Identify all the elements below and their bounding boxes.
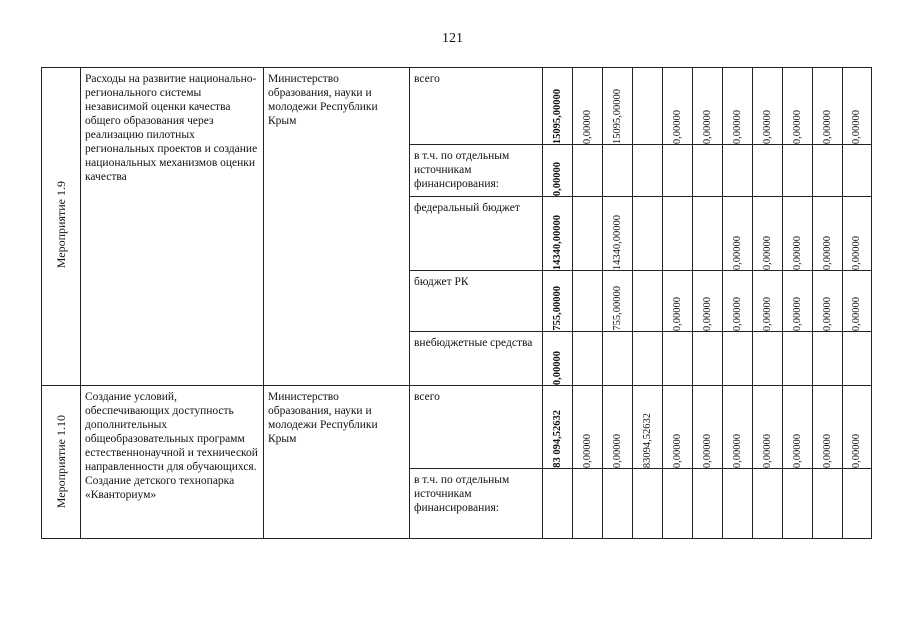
value-cell [813, 469, 843, 539]
event-cell [42, 68, 81, 386]
value-cell [603, 469, 633, 539]
value-cell [573, 145, 603, 197]
description-text: Расходы на развитие национально-регионального системы независимой оценки качества общего образования через реализацию пилотных региональных проектов и создание национальных механизмов оценки качества [85, 73, 258, 183]
value-text: 0,00000 [761, 109, 773, 144]
value-cell [633, 271, 663, 332]
source-label-cell [410, 332, 543, 386]
value-text: 0,00000 [731, 235, 743, 270]
value-text: 0,00000 [851, 235, 862, 270]
value-text: 755,00000 [551, 286, 563, 331]
value-cell [573, 271, 603, 332]
source-label-cell [410, 145, 543, 197]
value-cell [723, 145, 753, 197]
value-cell [633, 68, 663, 145]
value-cell [693, 68, 723, 145]
value-cell [603, 386, 633, 469]
value-text: 0,00000 [611, 433, 623, 468]
value-text: 0,00000 [731, 296, 743, 331]
executor-cell [264, 68, 410, 386]
value-cell [813, 68, 843, 145]
value-cell [633, 197, 663, 271]
value-cell [573, 332, 603, 386]
value-cell [843, 68, 872, 145]
value-cell [723, 271, 753, 332]
value-cell [843, 197, 872, 271]
executor-text: Министерство образования, науки и молодежи Республики Крым [268, 391, 378, 445]
description-cell [81, 68, 264, 386]
value-cell [843, 386, 872, 469]
value-cell [783, 386, 813, 469]
value-cell [783, 271, 813, 332]
value-cell [753, 469, 783, 539]
value-cell [753, 271, 783, 332]
value-text: 0,00000 [791, 433, 803, 468]
value-cell [843, 469, 872, 539]
value-text: 0,00000 [851, 296, 862, 331]
value-text: 15095,00000 [551, 88, 563, 144]
page-number: 121 [442, 31, 463, 46]
value-text: 0,00000 [761, 296, 773, 331]
value-cell [663, 332, 693, 386]
source-label: бюджет РК [414, 276, 469, 288]
value-cell [663, 469, 693, 539]
value-cell [663, 197, 693, 271]
source-label: всего [414, 73, 440, 85]
value-text: 0,00000 [851, 109, 862, 144]
value-text: 0,00000 [581, 433, 593, 468]
value-cell [843, 332, 872, 386]
value-text: 83094,52632 [641, 412, 653, 468]
source-label-cell [410, 197, 543, 271]
financing-table [41, 67, 872, 539]
event-label: Мероприятие 1.9 [54, 180, 68, 269]
value-text: 0,00000 [821, 235, 833, 270]
value-text: 0,00000 [761, 433, 773, 468]
value-text: 0,00000 [551, 161, 563, 196]
value-cell [663, 386, 693, 469]
source-label: в т.ч. по отдельным источникам финансирования: [414, 474, 510, 514]
value-cell [813, 197, 843, 271]
value-text: 0,00000 [761, 235, 773, 270]
value-cell [603, 145, 633, 197]
value-cell [543, 332, 573, 386]
source-label-cell [410, 68, 543, 145]
value-cell [813, 145, 843, 197]
value-cell [603, 68, 633, 145]
value-cell [633, 332, 663, 386]
value-cell [543, 386, 573, 469]
value-cell [693, 469, 723, 539]
value-text: 0,00000 [671, 109, 683, 144]
value-cell [693, 197, 723, 271]
value-cell [783, 469, 813, 539]
value-text: 0,00000 [791, 109, 803, 144]
value-cell [783, 68, 813, 145]
value-cell [723, 332, 753, 386]
value-text: 0,00000 [821, 433, 833, 468]
value-text: 0,00000 [581, 109, 593, 144]
value-text: 0,00000 [701, 109, 713, 144]
source-label-cell [410, 386, 543, 469]
value-cell [723, 469, 753, 539]
executor-cell [264, 386, 410, 539]
value-cell [573, 197, 603, 271]
value-cell [693, 271, 723, 332]
value-cell [753, 332, 783, 386]
value-cell [783, 145, 813, 197]
description-cell [81, 386, 264, 539]
value-cell [753, 68, 783, 145]
source-row [42, 386, 872, 469]
source-row [42, 68, 872, 145]
value-cell [573, 386, 603, 469]
value-text: 15095,00000 [611, 88, 623, 144]
value-text: 14340,00000 [611, 214, 623, 270]
value-cell [633, 145, 663, 197]
value-cell [783, 332, 813, 386]
value-cell [543, 145, 573, 197]
value-text: 0,00000 [731, 433, 743, 468]
value-text: 0,00000 [671, 296, 683, 331]
value-cell [543, 68, 573, 145]
value-cell [663, 271, 693, 332]
source-label: в т.ч. по отдельным источникам финансирования: [414, 150, 510, 190]
value-cell [663, 145, 693, 197]
executor-text: Министерство образования, науки и молодежи Республики Крым [268, 73, 378, 127]
value-cell [543, 469, 573, 539]
value-cell [843, 271, 872, 332]
value-cell [753, 197, 783, 271]
value-text: 83 094,52632 [551, 410, 563, 468]
value-cell [723, 197, 753, 271]
value-cell [573, 469, 603, 539]
value-cell [663, 68, 693, 145]
value-cell [603, 332, 633, 386]
value-cell [723, 68, 753, 145]
value-text: 0,00000 [791, 296, 803, 331]
value-text: 14340,00000 [551, 214, 563, 270]
value-cell [723, 386, 753, 469]
value-cell [543, 197, 573, 271]
source-label: всего [414, 391, 440, 403]
value-cell [813, 271, 843, 332]
value-cell [693, 386, 723, 469]
source-label: федеральный бюджет [414, 202, 520, 214]
value-cell [813, 332, 843, 386]
value-cell [573, 68, 603, 145]
value-cell [603, 271, 633, 332]
event-cell [42, 386, 81, 539]
source-label-cell [410, 271, 543, 332]
value-cell [753, 145, 783, 197]
value-text: 755,00000 [611, 286, 623, 331]
value-text: 0,00000 [821, 296, 833, 331]
value-cell [543, 271, 573, 332]
value-cell [813, 386, 843, 469]
source-label: внебюджетные средства [414, 337, 533, 349]
value-text: 0,00000 [701, 433, 713, 468]
value-cell [783, 197, 813, 271]
value-cell [603, 197, 633, 271]
event-label: Мероприятие 1.10 [54, 415, 68, 509]
value-cell [633, 469, 663, 539]
source-label-cell [410, 469, 543, 539]
value-text: 0,00000 [791, 235, 803, 270]
value-cell [693, 332, 723, 386]
value-cell [633, 386, 663, 469]
value-cell [843, 145, 872, 197]
value-cell [753, 386, 783, 469]
value-text: 0,00000 [671, 433, 683, 468]
value-text: 0,00000 [701, 296, 713, 331]
value-text: 0,00000 [731, 109, 743, 144]
description-text: Создание условий, обеспечивающих доступность дополнительных общеобразовательных программ естественнонаучной и технической направленности для обучающихся. Создание детского технопарка «Кванториум» [85, 391, 258, 501]
value-text: 0,00000 [851, 433, 862, 468]
value-text: 0,00000 [551, 350, 563, 385]
value-cell [693, 145, 723, 197]
value-text: 0,00000 [821, 109, 833, 144]
